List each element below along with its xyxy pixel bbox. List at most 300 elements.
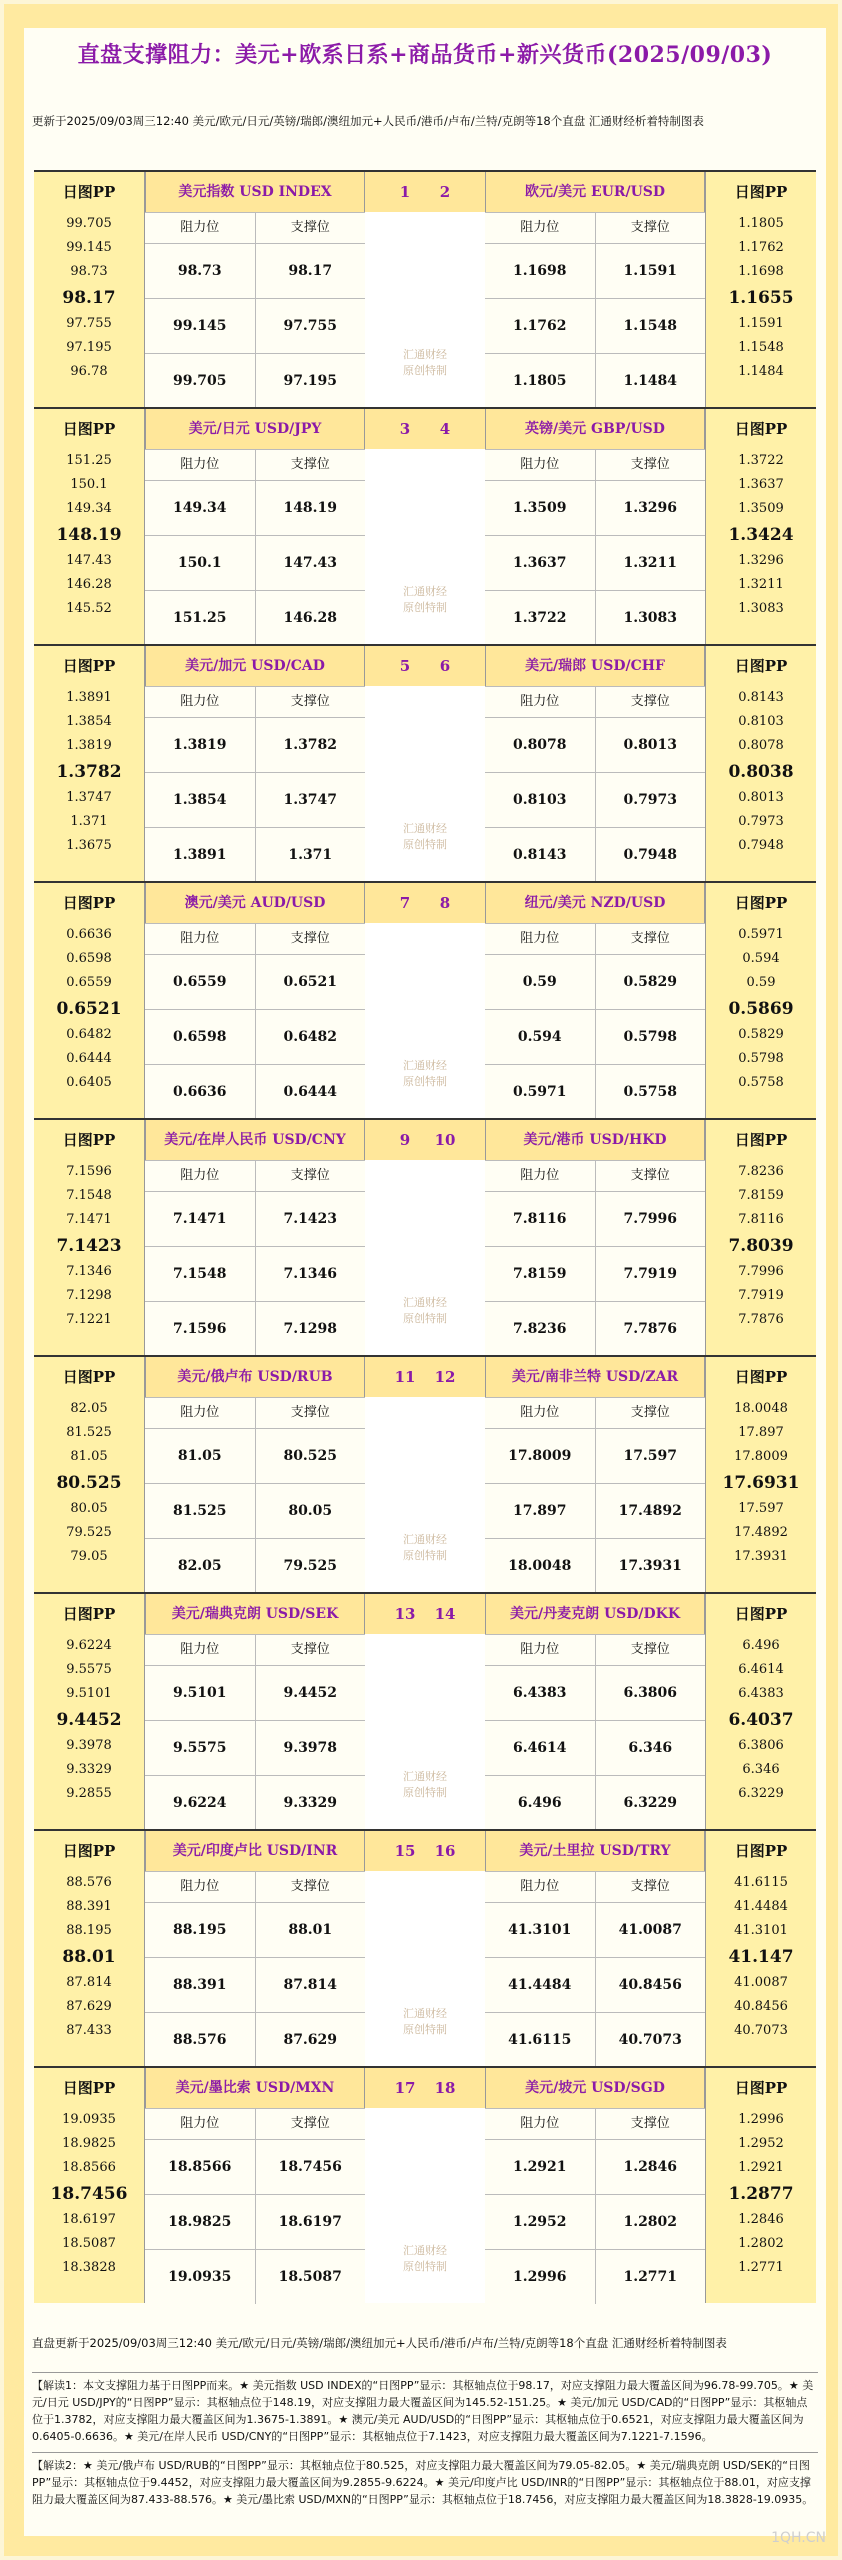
support-value: 0.6444 [283, 1084, 338, 1100]
level-row [485, 1301, 705, 1356]
resistance-value: 1.3509 [485, 481, 596, 535]
pair-block [34, 2066, 816, 2303]
daily-pp-header: 日图PP [62, 420, 116, 438]
block-center [365, 883, 485, 1118]
level-value: 1.2952 [738, 2136, 784, 2151]
pair-block [34, 407, 816, 644]
pivot-value: 6.4037 [728, 1710, 794, 1730]
resistance-value: 1.3637 [485, 536, 596, 590]
level-row [485, 772, 705, 827]
level-value: 9.5101 [66, 1686, 112, 1701]
watermark-line-2: 原创特制 [403, 364, 447, 377]
level-value: 1.2921 [738, 2160, 784, 2175]
level-value: 18.0048 [734, 1401, 788, 1416]
resistance-value: 18.9825 [145, 2195, 256, 2249]
watermark-line-2: 原创特制 [403, 2023, 447, 2036]
pair-block [34, 1592, 816, 1829]
pair-name: 欧元/美元 EUR/USD [485, 172, 705, 212]
watermark-line-2: 原创特制 [403, 1312, 447, 1325]
support-value: 0.6482 [283, 1029, 338, 1045]
level-value: 7.7919 [738, 1288, 784, 1303]
level-value: 0.8143 [738, 690, 784, 705]
level-row [485, 1428, 705, 1483]
pair-name: 澳元/美元 AUD/USD [145, 883, 365, 923]
support-label: 支撑位 [630, 2116, 670, 2131]
watermark-line-1: 汇通财经 [403, 348, 447, 361]
level-row [145, 1720, 365, 1775]
support-label: 支撑位 [630, 1642, 670, 1657]
level-row [145, 535, 365, 590]
support-label: 支撑位 [630, 220, 670, 235]
level-row [145, 2139, 365, 2194]
block-center [365, 1831, 485, 2066]
support-value: 1.1548 [623, 318, 678, 334]
watermark-text [365, 1769, 485, 1801]
resistance-value: 1.2996 [485, 2250, 596, 2304]
level-row [145, 1246, 365, 1301]
level-row [485, 1775, 705, 1830]
support-value: 97.195 [283, 373, 338, 389]
level-row [145, 480, 365, 535]
right-pair-number: 14 [434, 1605, 456, 1623]
pair-numbers [365, 2068, 485, 2108]
level-value: 6.496 [742, 1638, 780, 1653]
support-value: 17.3931 [618, 1558, 682, 1574]
watermark-text [365, 1295, 485, 1327]
level-row [485, 1538, 705, 1593]
level-value: 17.597 [738, 1501, 784, 1516]
pair-name: 美元指数 USD INDEX [145, 172, 365, 212]
support-value: 1.2846 [623, 2159, 678, 2175]
level-value: 7.7876 [738, 1312, 784, 1327]
support-label: 支撑位 [290, 1168, 330, 1183]
daily-pp-header: 日图PP [734, 2079, 788, 2097]
left-pair-table [145, 883, 365, 1119]
pivot-value: 7.8039 [728, 1236, 794, 1256]
level-value: 6.3229 [738, 1786, 784, 1801]
resistance-value: 1.3819 [145, 718, 256, 772]
resistance-value: 0.8143 [485, 828, 596, 882]
support-value: 6.346 [628, 1740, 673, 1756]
resistance-value: 7.8159 [485, 1247, 596, 1301]
level-value: 0.594 [742, 951, 780, 966]
resistance-value: 6.4383 [485, 1666, 596, 1720]
pair-name: 美元/南非兰特 USD/ZAR [485, 1357, 705, 1397]
support-value: 6.3229 [623, 1795, 678, 1811]
left-pair-number: 1 [399, 183, 411, 201]
level-value: 1.2996 [738, 2112, 784, 2127]
support-value: 146.28 [283, 610, 338, 626]
right-daily-pp-column [705, 1594, 816, 1829]
support-value: 98.17 [288, 263, 333, 279]
pivot-value: 80.525 [56, 1473, 122, 1493]
level-value: 41.0087 [734, 1975, 788, 1990]
level-value: 87.433 [66, 2023, 112, 2038]
pivot-value: 1.1655 [728, 288, 794, 308]
watermark-text [365, 1058, 485, 1090]
watermark-line-1: 汇通财经 [403, 822, 447, 835]
column-headers [145, 1160, 365, 1191]
level-row [145, 1775, 365, 1830]
level-value: 18.8566 [62, 2160, 116, 2175]
block-center [365, 1594, 485, 1829]
support-label: 支撑位 [630, 1405, 670, 1420]
right-daily-pp-column [705, 2068, 816, 2303]
watermark-line-2: 原创特制 [403, 2260, 447, 2273]
level-row [145, 954, 365, 1009]
pair-name: 美元/土里拉 USD/TRY [485, 1831, 705, 1871]
level-row [145, 827, 365, 882]
level-row [485, 1665, 705, 1720]
resistance-value: 18.8566 [145, 2140, 256, 2194]
resistance-value: 41.4484 [485, 1958, 596, 2012]
support-label: 支撑位 [290, 220, 330, 235]
level-value: 6.3806 [738, 1738, 784, 1753]
page-frame [4, 4, 838, 2556]
level-row [145, 590, 365, 645]
level-row [485, 717, 705, 772]
resistance-value: 81.525 [145, 1484, 256, 1538]
level-value: 87.629 [66, 1999, 112, 2014]
level-row [145, 1665, 365, 1720]
daily-pp-header: 日图PP [734, 894, 788, 912]
pair-name: 美元/坡元 USD/SGD [485, 2068, 705, 2108]
daily-pp-header: 日图PP [62, 183, 116, 201]
left-pair-number: 3 [399, 420, 411, 438]
pair-numbers [365, 646, 485, 686]
level-value: 150.1 [70, 477, 108, 492]
watermark-line-1: 汇通财经 [403, 1296, 447, 1309]
resistance-value: 9.6224 [145, 1776, 256, 1830]
resistance-value: 1.3854 [145, 773, 256, 827]
resistance-value: 7.1548 [145, 1247, 256, 1301]
resistance-value: 150.1 [145, 536, 256, 590]
resistance-value: 99.705 [145, 354, 256, 408]
content-panel [24, 28, 826, 2536]
support-value: 7.7919 [623, 1266, 678, 1282]
level-row [485, 2249, 705, 2304]
resistance-value: 7.8236 [485, 1302, 596, 1356]
pivot-value: 18.7456 [50, 2184, 128, 2204]
support-value: 79.525 [283, 1558, 338, 1574]
resistance-value: 1.2952 [485, 2195, 596, 2249]
level-row [145, 353, 365, 408]
right-pair-table [485, 646, 705, 882]
left-pair-number: 9 [399, 1131, 411, 1149]
pair-name: 美元/在岸人民币 USD/CNY [145, 1120, 365, 1160]
level-row [145, 2194, 365, 2249]
right-daily-pp-column [705, 172, 816, 407]
watermark-line-2: 原创特制 [403, 1549, 447, 1562]
resistance-value: 7.1471 [145, 1192, 256, 1246]
level-row [485, 590, 705, 645]
pair-numbers [365, 1120, 485, 1160]
support-label: 支撑位 [290, 694, 330, 709]
level-value: 99.145 [66, 240, 112, 255]
left-pair-table [145, 172, 365, 408]
level-value: 0.5758 [738, 1075, 784, 1090]
resistance-value: 1.1805 [485, 354, 596, 408]
level-value: 1.3637 [738, 477, 784, 492]
level-value: 7.8236 [738, 1164, 784, 1179]
support-label: 支撑位 [630, 1168, 670, 1183]
level-row [485, 954, 705, 1009]
interpretation-note-2: 【解读2：★ 美元/俄卢布 USD/RUB的“日图PP”显示：其枢轴点位于80.525，对应支撑阻力最大覆盖区间为79.05-82.05。★ 美元/瑞典克朗 USD/SEK的“日图PP”显示：其枢轴点位于9.4452，对应支撑阻力最大覆盖区间为9.2855-9.6224。★ 美元/印度卢比 USD/INR的“日图PP”显示：其枢轴点位于88.01，对应支撑阻力最大覆盖区间为87.433-88.576。★ 美元/墨比索 USD/MXN的“日图PP”显示：其枢轴点位于18.7456，对应支撑阻力最大覆盖区间为18.3828-19.0935。 [32, 2452, 818, 2508]
right-pair-table [485, 172, 705, 408]
level-row [145, 1538, 365, 1593]
pair-name: 美元/墨比索 USD/MXN [145, 2068, 365, 2108]
pair-block [34, 170, 816, 407]
level-value: 0.5829 [738, 1027, 784, 1042]
level-value: 1.2771 [738, 2260, 784, 2275]
support-value: 1.1591 [623, 263, 678, 279]
level-row [485, 2194, 705, 2249]
support-value: 1.3296 [623, 500, 678, 516]
level-value: 88.576 [66, 1875, 112, 1890]
level-value: 17.4892 [734, 1525, 788, 1540]
level-row [485, 2012, 705, 2067]
column-headers [145, 1634, 365, 1665]
support-label: 支撑位 [630, 1879, 670, 1894]
right-pair-number: 18 [434, 2079, 456, 2097]
support-value: 7.7876 [623, 1321, 678, 1337]
level-value: 1.3854 [66, 714, 112, 729]
resistance-value: 82.05 [145, 1539, 256, 1593]
pair-block [34, 1829, 816, 2066]
level-value: 40.8456 [734, 1999, 788, 2014]
level-value: 151.25 [66, 453, 112, 468]
resistance-value: 0.8078 [485, 718, 596, 772]
level-row [485, 298, 705, 353]
level-row [485, 535, 705, 590]
right-pair-table [485, 2068, 705, 2304]
pair-block [34, 881, 816, 1118]
daily-pp-header: 日图PP [734, 1605, 788, 1623]
support-value: 1.3083 [623, 610, 678, 626]
support-value: 0.7973 [623, 792, 678, 808]
level-value: 0.6444 [66, 1051, 112, 1066]
level-value: 9.6224 [66, 1638, 112, 1653]
support-value: 97.755 [283, 318, 338, 334]
level-value: 81.05 [70, 1449, 108, 1464]
right-pair-number: 6 [439, 657, 451, 675]
support-value: 18.5087 [278, 2269, 342, 2285]
resistance-label: 阻力位 [145, 213, 256, 243]
resistance-value: 0.59 [485, 955, 596, 1009]
support-value: 87.814 [283, 1977, 338, 1993]
resistance-label: 阻力位 [145, 450, 256, 480]
support-value: 7.1346 [283, 1266, 338, 1282]
resistance-value: 7.1596 [145, 1302, 256, 1356]
pivot-value: 17.6931 [722, 1473, 800, 1493]
pair-numbers [365, 172, 485, 212]
block-center [365, 172, 485, 407]
left-daily-pp-column [34, 1594, 145, 1829]
level-value: 1.371 [70, 814, 108, 829]
level-value: 0.6482 [66, 1027, 112, 1042]
watermark-line-2: 原创特制 [403, 838, 447, 851]
resistance-value: 9.5575 [145, 1721, 256, 1775]
level-value: 7.1298 [66, 1288, 112, 1303]
left-daily-pp-column [34, 2068, 145, 2303]
level-value: 98.73 [70, 264, 108, 279]
level-value: 7.8159 [738, 1188, 784, 1203]
left-pair-number: 11 [394, 1368, 416, 1386]
level-value: 79.05 [70, 1549, 108, 1564]
level-value: 6.346 [742, 1762, 780, 1777]
support-value: 9.3978 [283, 1740, 338, 1756]
support-value: 7.1298 [283, 1321, 338, 1337]
support-value: 41.0087 [618, 1922, 682, 1938]
left-pair-table [145, 646, 365, 882]
level-value: 1.3296 [738, 553, 784, 568]
right-pair-table [485, 409, 705, 645]
pivot-value: 7.1423 [56, 1236, 122, 1256]
pair-name: 美元/加元 USD/CAD [145, 646, 365, 686]
level-row [485, 1902, 705, 1957]
resistance-value: 0.6559 [145, 955, 256, 1009]
pivot-value: 1.3782 [56, 762, 122, 782]
resistance-value: 0.6598 [145, 1010, 256, 1064]
resistance-label: 阻力位 [145, 1398, 256, 1428]
resistance-value: 41.3101 [485, 1903, 596, 1957]
daily-pp-header: 日图PP [62, 2079, 116, 2097]
column-headers [485, 923, 705, 954]
right-daily-pp-column [705, 1357, 816, 1592]
pivot-value: 1.2877 [728, 2184, 794, 2204]
pair-name: 纽元/美元 NZD/USD [485, 883, 705, 923]
column-headers [485, 1871, 705, 1902]
level-value: 1.3722 [738, 453, 784, 468]
resistance-value: 17.8009 [485, 1429, 596, 1483]
daily-pp-header: 日图PP [62, 1842, 116, 1860]
resistance-label: 阻力位 [485, 687, 596, 717]
level-row [145, 243, 365, 298]
block-center [365, 2068, 485, 2303]
level-value: 6.4614 [738, 1662, 784, 1677]
level-value: 41.4484 [734, 1899, 788, 1914]
resistance-label: 阻力位 [145, 1635, 256, 1665]
support-value: 18.7456 [278, 2159, 342, 2175]
level-row [485, 1009, 705, 1064]
support-value: 9.4452 [283, 1685, 338, 1701]
column-headers [145, 686, 365, 717]
resistance-label: 阻力位 [485, 1161, 596, 1191]
level-value: 1.1548 [738, 340, 784, 355]
support-value: 1.3747 [283, 792, 338, 808]
column-headers [145, 1871, 365, 1902]
left-daily-pp-column [34, 1120, 145, 1355]
level-row [485, 1064, 705, 1119]
level-row [145, 2012, 365, 2067]
level-value: 1.1698 [738, 264, 784, 279]
level-value: 97.755 [66, 316, 112, 331]
level-value: 1.2802 [738, 2236, 784, 2251]
resistance-value: 98.73 [145, 244, 256, 298]
level-value: 0.5798 [738, 1051, 784, 1066]
pivot-value: 148.19 [56, 525, 122, 545]
support-label: 支撑位 [290, 931, 330, 946]
resistance-value: 1.3722 [485, 591, 596, 645]
support-value: 0.6521 [283, 974, 338, 990]
column-headers [485, 2108, 705, 2139]
resistance-value: 19.0935 [145, 2250, 256, 2304]
daily-pp-header: 日图PP [62, 894, 116, 912]
resistance-label: 阻力位 [485, 213, 596, 243]
pivot-value: 1.3424 [728, 525, 794, 545]
support-value: 0.7948 [623, 847, 678, 863]
pivot-value: 9.4452 [56, 1710, 122, 1730]
pair-numbers [365, 1831, 485, 1871]
resistance-value: 0.5971 [485, 1065, 596, 1119]
level-value: 6.4383 [738, 1686, 784, 1701]
interpretation-note-1: 【解读1：本文支撑阻力基于日图PP而来。★ 美元指数 USD INDEX的“日图PP”显示：其枢轴点位于98.17，对应支撑阻力最大覆盖区间为96.78-99.705。★ 美元/日元 USD/JPY的“日图PP”显示：其枢轴点位于148.19，对应支撑阻力最大覆盖区间为145.52-151.25。★ 美元/加元 USD/CAD的“日图PP”显示：其枢轴点位于1.3782，对应支撑阻力最大覆盖区间为1.3675-1.3891。★ 澳元/美元 AUD/USD的“日图PP”显示：其枢轴点位于0.6521，对应支撑阻力最大覆盖区间为0.6405-0.6636。★ 美元/在岸人民币 USD/CNY的“日图PP”显示：其枢轴点位于7.1423，对应支撑阻力最大覆盖区间为7.1221-7.1596。 [32, 2372, 818, 2445]
level-value: 7.1548 [66, 1188, 112, 1203]
page-title: 直盘支撑阻力：美元+欧系日系+商品货币+新兴货币(2025/09/03) [77, 42, 773, 68]
support-label: 支撑位 [290, 457, 330, 472]
level-value: 17.897 [738, 1425, 784, 1440]
daily-pp-header: 日图PP [62, 1131, 116, 1149]
level-value: 9.5575 [66, 1662, 112, 1677]
column-headers [485, 1634, 705, 1665]
pivot-value: 0.6521 [56, 999, 122, 1019]
level-value: 1.3509 [738, 501, 784, 516]
left-daily-pp-column [34, 409, 145, 644]
support-label: 支撑位 [290, 1405, 330, 1420]
resistance-value: 0.594 [485, 1010, 596, 1064]
column-headers [485, 686, 705, 717]
watermark-line-1: 汇通财经 [403, 585, 447, 598]
support-value: 17.4892 [618, 1503, 682, 1519]
level-value: 0.8078 [738, 738, 784, 753]
level-value: 7.1346 [66, 1264, 112, 1279]
right-pair-number: 10 [434, 1131, 456, 1149]
support-value: 147.43 [283, 555, 338, 571]
resistance-value: 151.25 [145, 591, 256, 645]
level-row [485, 1957, 705, 2012]
daily-pp-header: 日图PP [734, 1842, 788, 1860]
level-value: 41.3101 [734, 1923, 788, 1938]
watermark-line-2: 原创特制 [403, 1075, 447, 1088]
level-row [145, 298, 365, 353]
level-value: 1.1762 [738, 240, 784, 255]
level-row [485, 2139, 705, 2194]
right-pair-table [485, 1120, 705, 1356]
support-value: 18.6197 [278, 2214, 342, 2230]
level-row [145, 1301, 365, 1356]
pair-name: 英镑/美元 GBP/USD [485, 409, 705, 449]
pivot-value: 41.147 [728, 1947, 794, 1967]
level-value: 0.5971 [738, 927, 784, 942]
resistance-value: 88.391 [145, 1958, 256, 2012]
level-value: 41.6115 [734, 1875, 788, 1890]
daily-pp-header: 日图PP [62, 657, 116, 675]
right-pair-table [485, 883, 705, 1119]
support-value: 87.629 [283, 2032, 338, 2048]
resistance-value: 149.34 [145, 481, 256, 535]
pair-numbers [365, 883, 485, 923]
support-value: 80.525 [283, 1448, 338, 1464]
level-row [145, 1902, 365, 1957]
right-daily-pp-column [705, 1831, 816, 2066]
level-value: 1.2846 [738, 2212, 784, 2227]
watermark-line-1: 汇通财经 [403, 2244, 447, 2257]
level-value: 7.1221 [66, 1312, 112, 1327]
watermark-text [365, 584, 485, 616]
support-value: 1.371 [288, 847, 333, 863]
right-pair-table [485, 1594, 705, 1830]
watermark-text [365, 347, 485, 379]
